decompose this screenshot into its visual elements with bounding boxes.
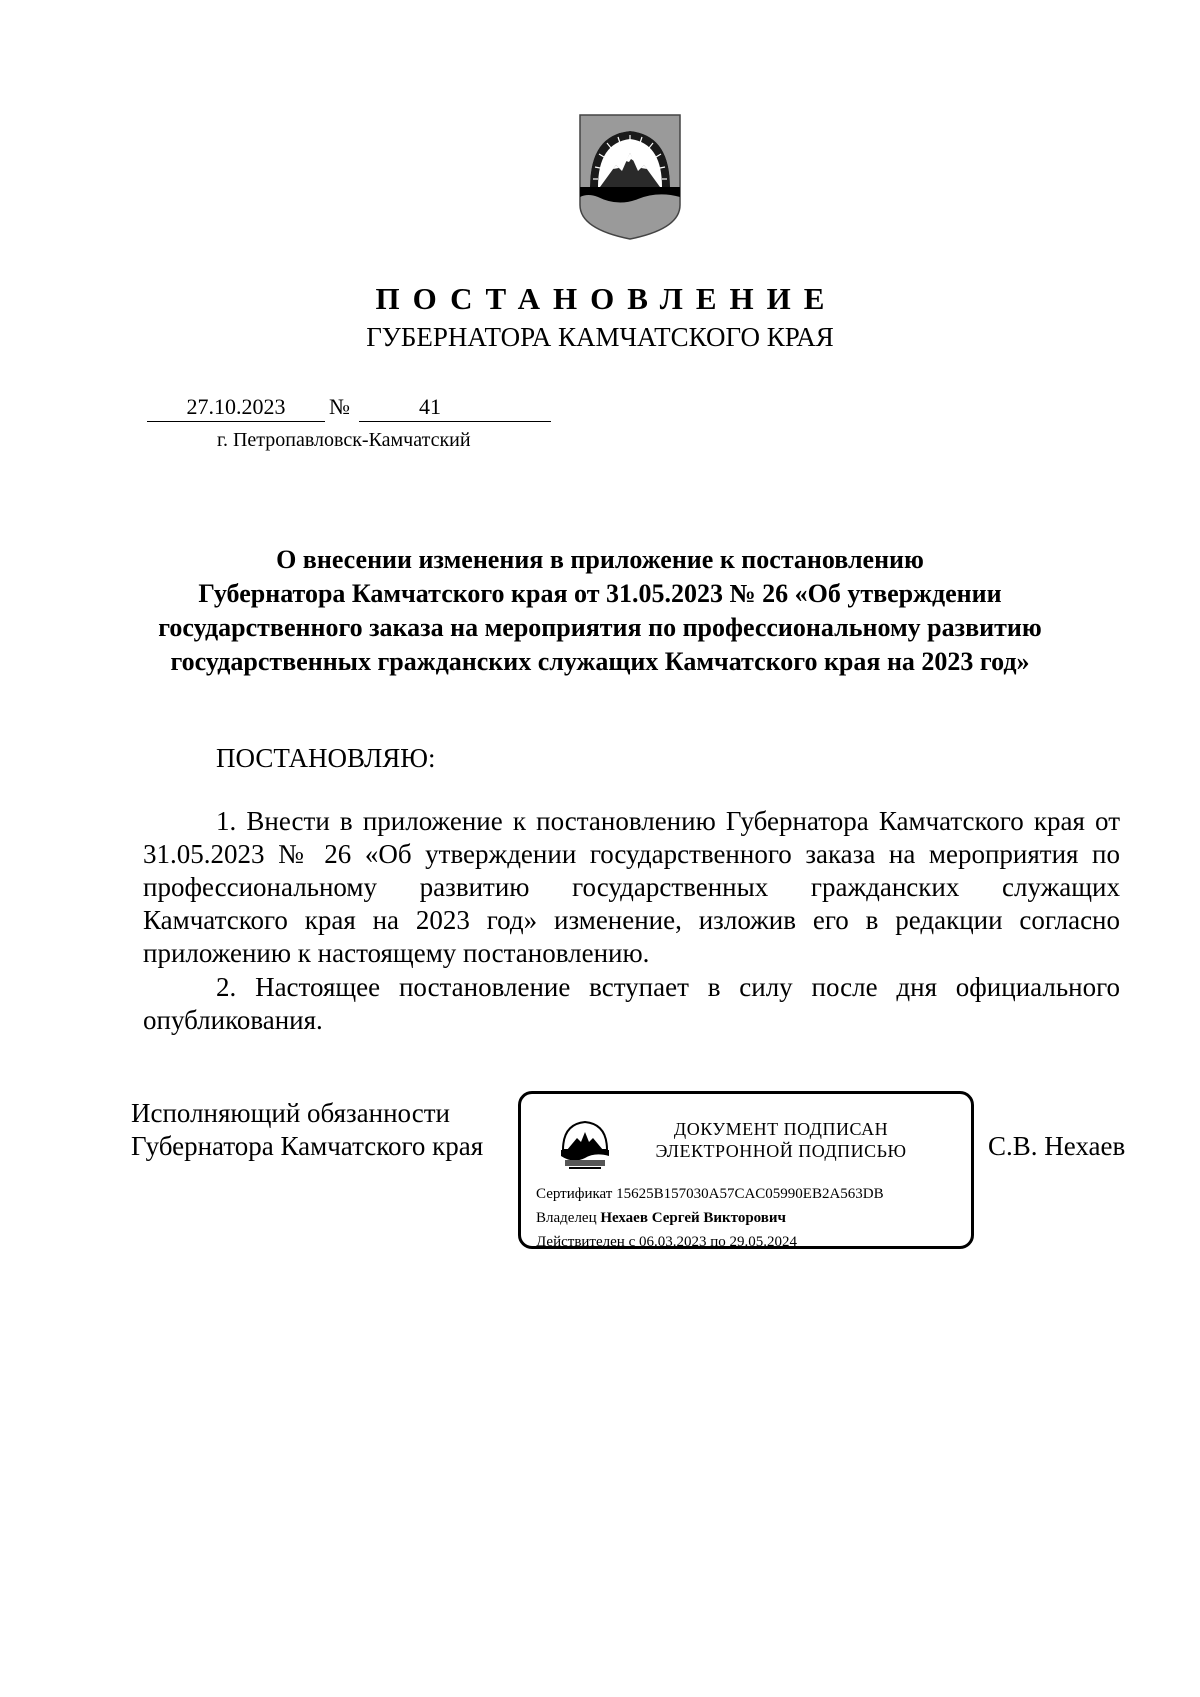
stamp-certificate [536,1184,884,1204]
document-date: 27.10.2023 [147,393,325,422]
number-sign: № [329,394,350,419]
certificate-label: Сертификат [536,1186,613,1202]
stamp-owner [536,1208,786,1228]
subject-line: О внесении изменения в приложение к постановлению [276,545,924,574]
signatory-role-line: Губернатора Камчатского края [131,1131,484,1161]
subject-line: государственных гражданских служащих Камчатского края на 2023 год» [170,647,1030,676]
owner-label: Владелец [536,1210,597,1226]
stamp-emblem-icon [559,1116,611,1172]
stamp-heading-line: ДОКУМЕНТ ПОДПИСАН [673,1119,889,1139]
date-number-line [147,393,551,423]
coat-of-arms-emblem [578,113,682,241]
electronic-signature-stamp [518,1091,974,1249]
validity-to-prefix: по [710,1234,726,1250]
document-city: г. Петропавловск-Камчатский [217,429,471,451]
validity-label: Действителен [536,1234,625,1250]
validity-to: 29.05.2024 [729,1234,798,1250]
resolve-heading: ПОСТАНОВЛЯЮ: [216,743,436,773]
document-number: 41 [359,393,551,422]
document-title: ПОСТАНОВЛЕНИЕ [375,281,838,316]
signatory-role [131,1097,483,1163]
subject-line: государственного заказа на мероприятия по профессиональному развитию [158,613,1042,642]
stamp-heading [631,1118,931,1162]
stamp-validity [536,1232,797,1252]
document-subject [130,543,1070,679]
validity-from-prefix: с [628,1234,636,1250]
subject-line: Губернатора Камчатского края от 31.05.2023 № 26 «Об утверждении [198,579,1002,608]
owner-value: Нехаев Сергей Викторович [600,1210,787,1226]
signatory-name: С.В. Нехаев [988,1131,1126,1161]
signatory-role-line: Исполняющий обязанности [131,1098,450,1128]
document-issuer: ГУБЕРНАТОРА КАМЧАТСКОГО КРАЯ [366,322,834,352]
paragraph-1: 1. Внести в приложение к постановлению Губернатора Камчатского края от 31.05.2023 № 26 «Об утверждении государственного заказа на мероприятия по профессиональному развитию государственных гражданских служащих Камчатского края на 2023 год» изменение, изложив его в редакции согласно приложению к настоящему постановлению. [143,806,1120,968]
validity-from: 06.03.2023 [638,1234,707,1250]
paragraph-2: 2. Настоящее постановление вступает в силу после дня официального опубликования. [143,972,1120,1035]
stamp-heading-line: ЭЛЕКТРОННОЙ ПОДПИСЬЮ [655,1141,907,1161]
certificate-value: 15625B157030A57CAC05990EB2A563DB [616,1186,884,1202]
